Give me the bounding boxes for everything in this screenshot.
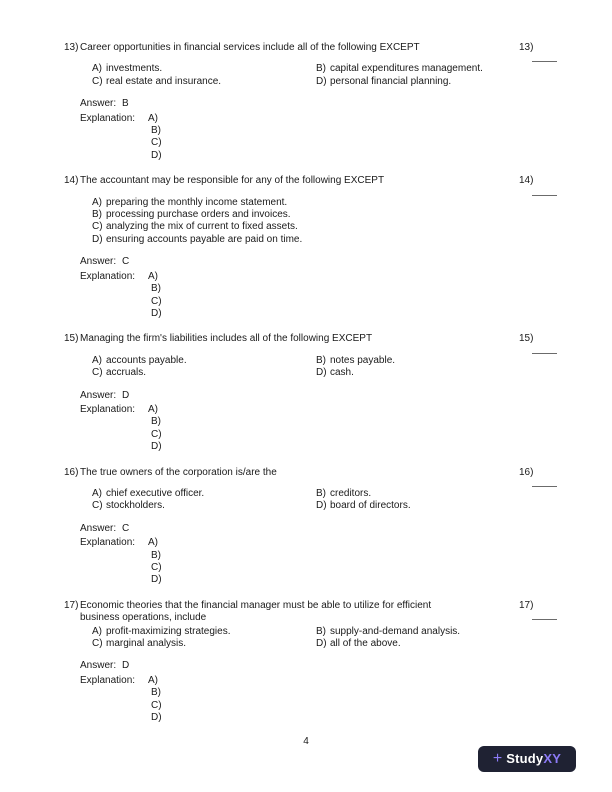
- explanation-items: [148, 404, 162, 454]
- answer-row: [80, 660, 559, 672]
- answer-value: C: [122, 522, 130, 534]
- explanation-item: D): [151, 307, 162, 319]
- answer-label: Answer:: [80, 522, 117, 534]
- option-text: preparing the monthly income statement.: [106, 196, 288, 208]
- question-text: The accountant may be responsible for any of the following EXCEPT: [80, 175, 385, 187]
- explanation-item: C): [151, 137, 162, 149]
- answer-blank-line: [532, 347, 557, 354]
- option-text: board of directors.: [330, 500, 411, 512]
- option-item: [92, 367, 316, 379]
- answer-label: Answer:: [80, 256, 117, 268]
- option-item: [316, 76, 522, 88]
- explanation-row: [80, 537, 559, 587]
- option-item: [316, 355, 522, 367]
- option-label: A): [92, 625, 102, 637]
- option-label: D): [316, 500, 327, 512]
- question-header: [64, 333, 559, 353]
- option-label: D): [92, 233, 103, 245]
- option-label: A): [92, 487, 102, 499]
- questions-list: [64, 42, 559, 724]
- option-label: C): [92, 638, 103, 650]
- explanation-row: [80, 675, 559, 725]
- explanation-label: Explanation:: [80, 674, 136, 686]
- answer-row: [80, 390, 559, 402]
- option-item: [92, 221, 559, 233]
- page-number: 4: [303, 735, 309, 747]
- answer-blank-line: [532, 613, 557, 620]
- explanation-item: D): [151, 574, 162, 586]
- options-list: [92, 488, 522, 513]
- margin-question-number: 16): [519, 466, 534, 478]
- question-text: Managing the firm's liabilities includes all of the following EXCEPT: [80, 333, 373, 345]
- explanation-label: Explanation:: [80, 403, 136, 415]
- option-item: [92, 76, 316, 88]
- option-text: notes payable.: [330, 354, 396, 366]
- option-label: C): [92, 75, 103, 87]
- option-item: [92, 197, 559, 209]
- question-text: Career opportunities in financial services include all of the following EXCEPT: [80, 42, 420, 53]
- explanation-item: A): [148, 674, 158, 686]
- option-text: investments.: [106, 63, 163, 75]
- question-header: [64, 175, 559, 195]
- option-text: marginal analysis.: [106, 638, 187, 650]
- margin-question-number: 13): [519, 42, 534, 53]
- options-list: [92, 626, 522, 651]
- option-item: [92, 63, 316, 75]
- answer-label: Answer:: [80, 98, 117, 110]
- option-label: B): [316, 625, 326, 637]
- question-block: [64, 333, 559, 453]
- explanation-label: Explanation:: [80, 112, 136, 124]
- option-text: personal financial planning.: [330, 75, 452, 87]
- answer-blank-line: [532, 55, 557, 62]
- explanation-item: B): [151, 687, 161, 699]
- explanation-item: B): [151, 283, 161, 295]
- option-label: D): [316, 367, 327, 379]
- explanation-item: C): [151, 699, 162, 711]
- explanation-item: C): [151, 295, 162, 307]
- question-number: 13): [64, 42, 79, 53]
- explanation-item: A): [148, 112, 158, 124]
- answer-value: B: [122, 98, 129, 110]
- option-text: cash.: [330, 367, 354, 379]
- option-item: [316, 488, 522, 500]
- question-margin: [519, 175, 559, 195]
- question-number: 14): [64, 175, 79, 187]
- brand-study-text: Study: [506, 750, 544, 766]
- option-text: ensuring accounts payable are paid on time.: [106, 233, 303, 245]
- explanation-item: C): [151, 562, 162, 573]
- answer-label: Answer:: [80, 660, 117, 672]
- option-item: [316, 63, 522, 75]
- question-margin: [519, 600, 559, 620]
- option-text: capital expenditures management.: [330, 63, 483, 75]
- option-text: processing purchase orders and invoices.: [106, 209, 291, 221]
- option-label: B): [316, 354, 326, 366]
- option-label: B): [92, 209, 102, 221]
- option-label: A): [92, 196, 102, 208]
- explanation-items: [148, 271, 162, 321]
- explanation-items: [148, 537, 162, 587]
- question-block: [64, 42, 559, 162]
- option-text: stockholders.: [106, 500, 165, 512]
- option-text: accruals.: [106, 367, 147, 379]
- explanation-item: A): [148, 537, 158, 549]
- options-list: [92, 63, 522, 88]
- studyxy-logo: [478, 746, 576, 772]
- option-text: all of the above.: [330, 638, 401, 650]
- explanation-item: C): [151, 428, 162, 440]
- explanation-item: A): [148, 270, 158, 282]
- option-item: [92, 355, 316, 367]
- option-text: real estate and insurance.: [106, 75, 222, 87]
- explanation-item: D): [151, 441, 162, 453]
- question-block: [64, 175, 559, 320]
- answer-row: [80, 523, 559, 535]
- explanation-item: D): [151, 712, 162, 724]
- answer-value: D: [122, 660, 130, 672]
- option-item: [316, 367, 522, 379]
- explanation-item: B): [151, 125, 161, 137]
- explanation-label: Explanation:: [80, 537, 136, 549]
- option-item: [316, 638, 522, 650]
- option-text: analyzing the mix of current to fixed assets.: [106, 221, 298, 233]
- answer-blank-line: [532, 480, 557, 487]
- explanation-row: [80, 271, 559, 321]
- margin-question-number: 14): [519, 175, 534, 187]
- explanation-label: Explanation:: [80, 270, 136, 282]
- explanation-item: A): [148, 403, 158, 415]
- option-item: [316, 500, 522, 512]
- option-item: [92, 234, 559, 246]
- answer-row: [80, 98, 559, 110]
- explanation-item: B): [151, 416, 161, 428]
- question-margin: [519, 42, 559, 62]
- brand-xy-text: XY: [543, 750, 562, 766]
- plus-icon: +: [492, 750, 503, 767]
- question-block: [64, 600, 559, 725]
- option-label: B): [316, 63, 326, 75]
- explanation-row: [80, 404, 559, 454]
- option-item: [92, 638, 316, 650]
- question-margin: [519, 467, 559, 487]
- answer-label: Answer:: [80, 389, 117, 401]
- option-label: C): [92, 500, 103, 512]
- option-text: profit-maximizing strategies.: [106, 625, 231, 637]
- answer-value: C: [122, 256, 130, 268]
- margin-question-number: 17): [519, 599, 534, 611]
- option-item: [92, 209, 559, 221]
- answer-blank-line: [532, 189, 557, 196]
- question-text: The true owners of the corporation is/are the: [80, 466, 277, 478]
- option-label: A): [92, 63, 102, 75]
- option-text: supply-and-demand analysis.: [330, 625, 461, 637]
- answer-value: D: [122, 389, 130, 401]
- explanation-items: [148, 675, 162, 725]
- option-text: creditors.: [330, 487, 372, 499]
- answer-row: [80, 256, 559, 268]
- option-label: A): [92, 354, 102, 366]
- explanation-item: D): [151, 149, 162, 161]
- options-list: [92, 197, 559, 247]
- option-label: B): [316, 487, 326, 499]
- question-number: 15): [64, 333, 79, 345]
- explanation-row: [80, 113, 559, 163]
- question-header: [64, 42, 559, 62]
- option-label: C): [92, 367, 103, 379]
- option-text: accounts payable.: [106, 354, 187, 366]
- explanation-item: B): [151, 549, 161, 561]
- option-item: [92, 500, 316, 512]
- option-text: chief executive officer.: [106, 487, 205, 499]
- option-label: D): [316, 638, 327, 650]
- question-margin: [519, 333, 559, 353]
- options-list: [92, 355, 522, 380]
- margin-question-number: 15): [519, 333, 534, 345]
- question-number: 16): [64, 466, 79, 478]
- question-header: [64, 600, 559, 625]
- option-label: C): [92, 221, 103, 233]
- question-text: Economic theories that the financial manager must be able to utilize for efficient business operations, include: [80, 599, 432, 624]
- option-item: [316, 626, 522, 638]
- explanation-items: [148, 113, 162, 163]
- option-item: [92, 626, 316, 638]
- option-item: [92, 488, 316, 500]
- question-block: [64, 467, 559, 587]
- question-header: [64, 467, 559, 487]
- option-label: D): [316, 75, 327, 87]
- question-number: 17): [64, 599, 79, 611]
